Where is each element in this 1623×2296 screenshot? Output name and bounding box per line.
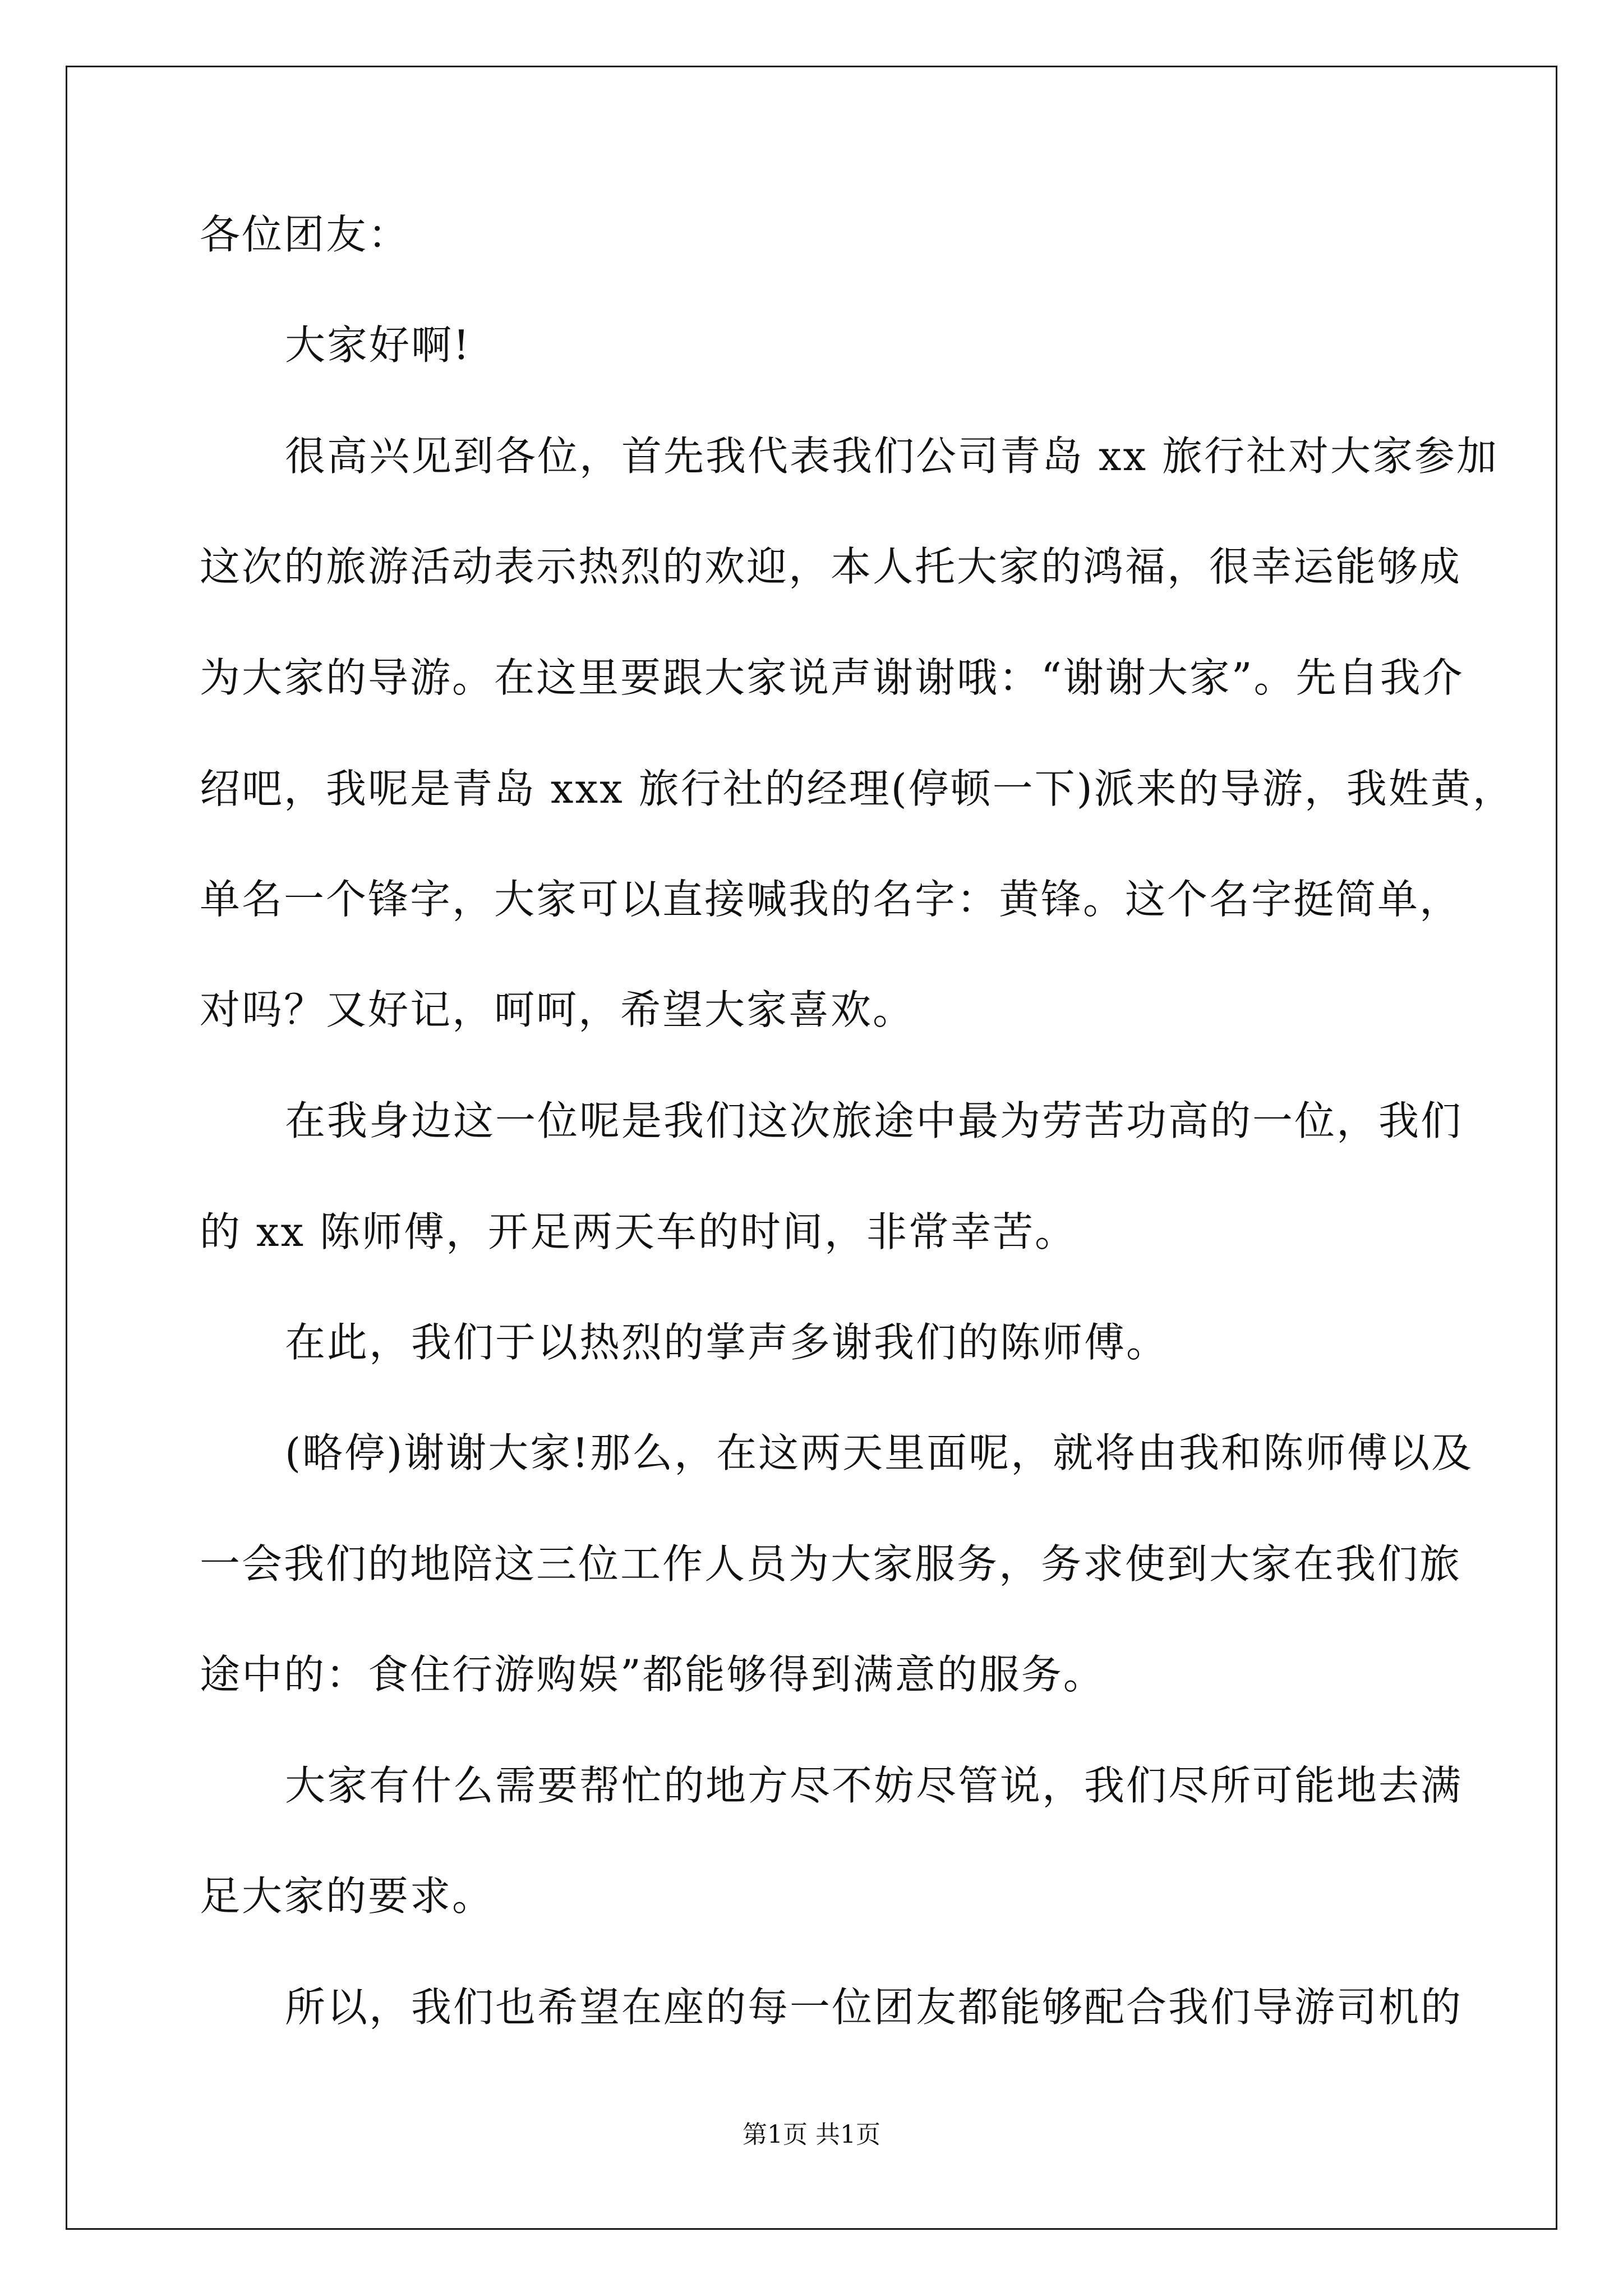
paragraph-line: 在我身边这一位呢是我们这次旅途中最为劳苦功高的一位，我们 [285,1097,1463,1144]
paragraph-line: 所以，我们也希望在座的每一位团友都能够配合我们导游司机的 [285,1984,1463,2031]
paragraph-line: 绍吧，我呢是青岛 xxx 旅行社的经理(停顿一下)派来的导游，我姓黄， [200,765,1515,812]
greeting-line: 大家好啊! [285,321,471,369]
paragraph-line: 在此，我们于以热烈的掌声多谢我们的陈师傅。 [285,1319,1169,1366]
paragraph-line: 足大家的要求。 [200,1872,495,1920]
paragraph-line: 途中的：食住行游购娱”都能够得到满意的服务。 [200,1651,1105,1698]
salutation-line: 各位团友： [200,211,411,258]
paragraph-line: 为大家的导游。在这里要跟大家说声谢谢哦：“谢谢大家”。先自我介 [200,654,1464,701]
paragraph-line: 对吗？又好记，呵呵，希望大家喜欢。 [200,986,915,1033]
paragraph-line: 的 xx 陈师傅，开足两天车的时间，非常幸苦。 [200,1208,1077,1255]
paragraph-line: (略停)谢谢大家!那么，在这两天里面呢，就将由我和陈师傅以及 [285,1429,1474,1476]
paragraph-line: 很高兴见到各位，首先我代表我们公司青岛 xx 旅行社对大家参加 [285,432,1498,480]
paragraph-line: 单名一个锋字，大家可以直接喊我的名字：黄锋。这个名字挺简单， [200,876,1462,923]
page-number-footer: 第1页 共1页 [743,2120,880,2149]
paragraph-line: 大家有什么需要帮忙的地方尽不妨尽管说，我们尽所可能地去满 [285,1762,1463,1809]
paragraph-line: 这次的旅游活动表示热烈的欢迎，本人托大家的鸿福，很幸运能够成 [200,543,1462,590]
paragraph-line: 一会我们的地陪这三位工作人员为大家服务，务求使到大家在我们旅 [200,1540,1462,1588]
